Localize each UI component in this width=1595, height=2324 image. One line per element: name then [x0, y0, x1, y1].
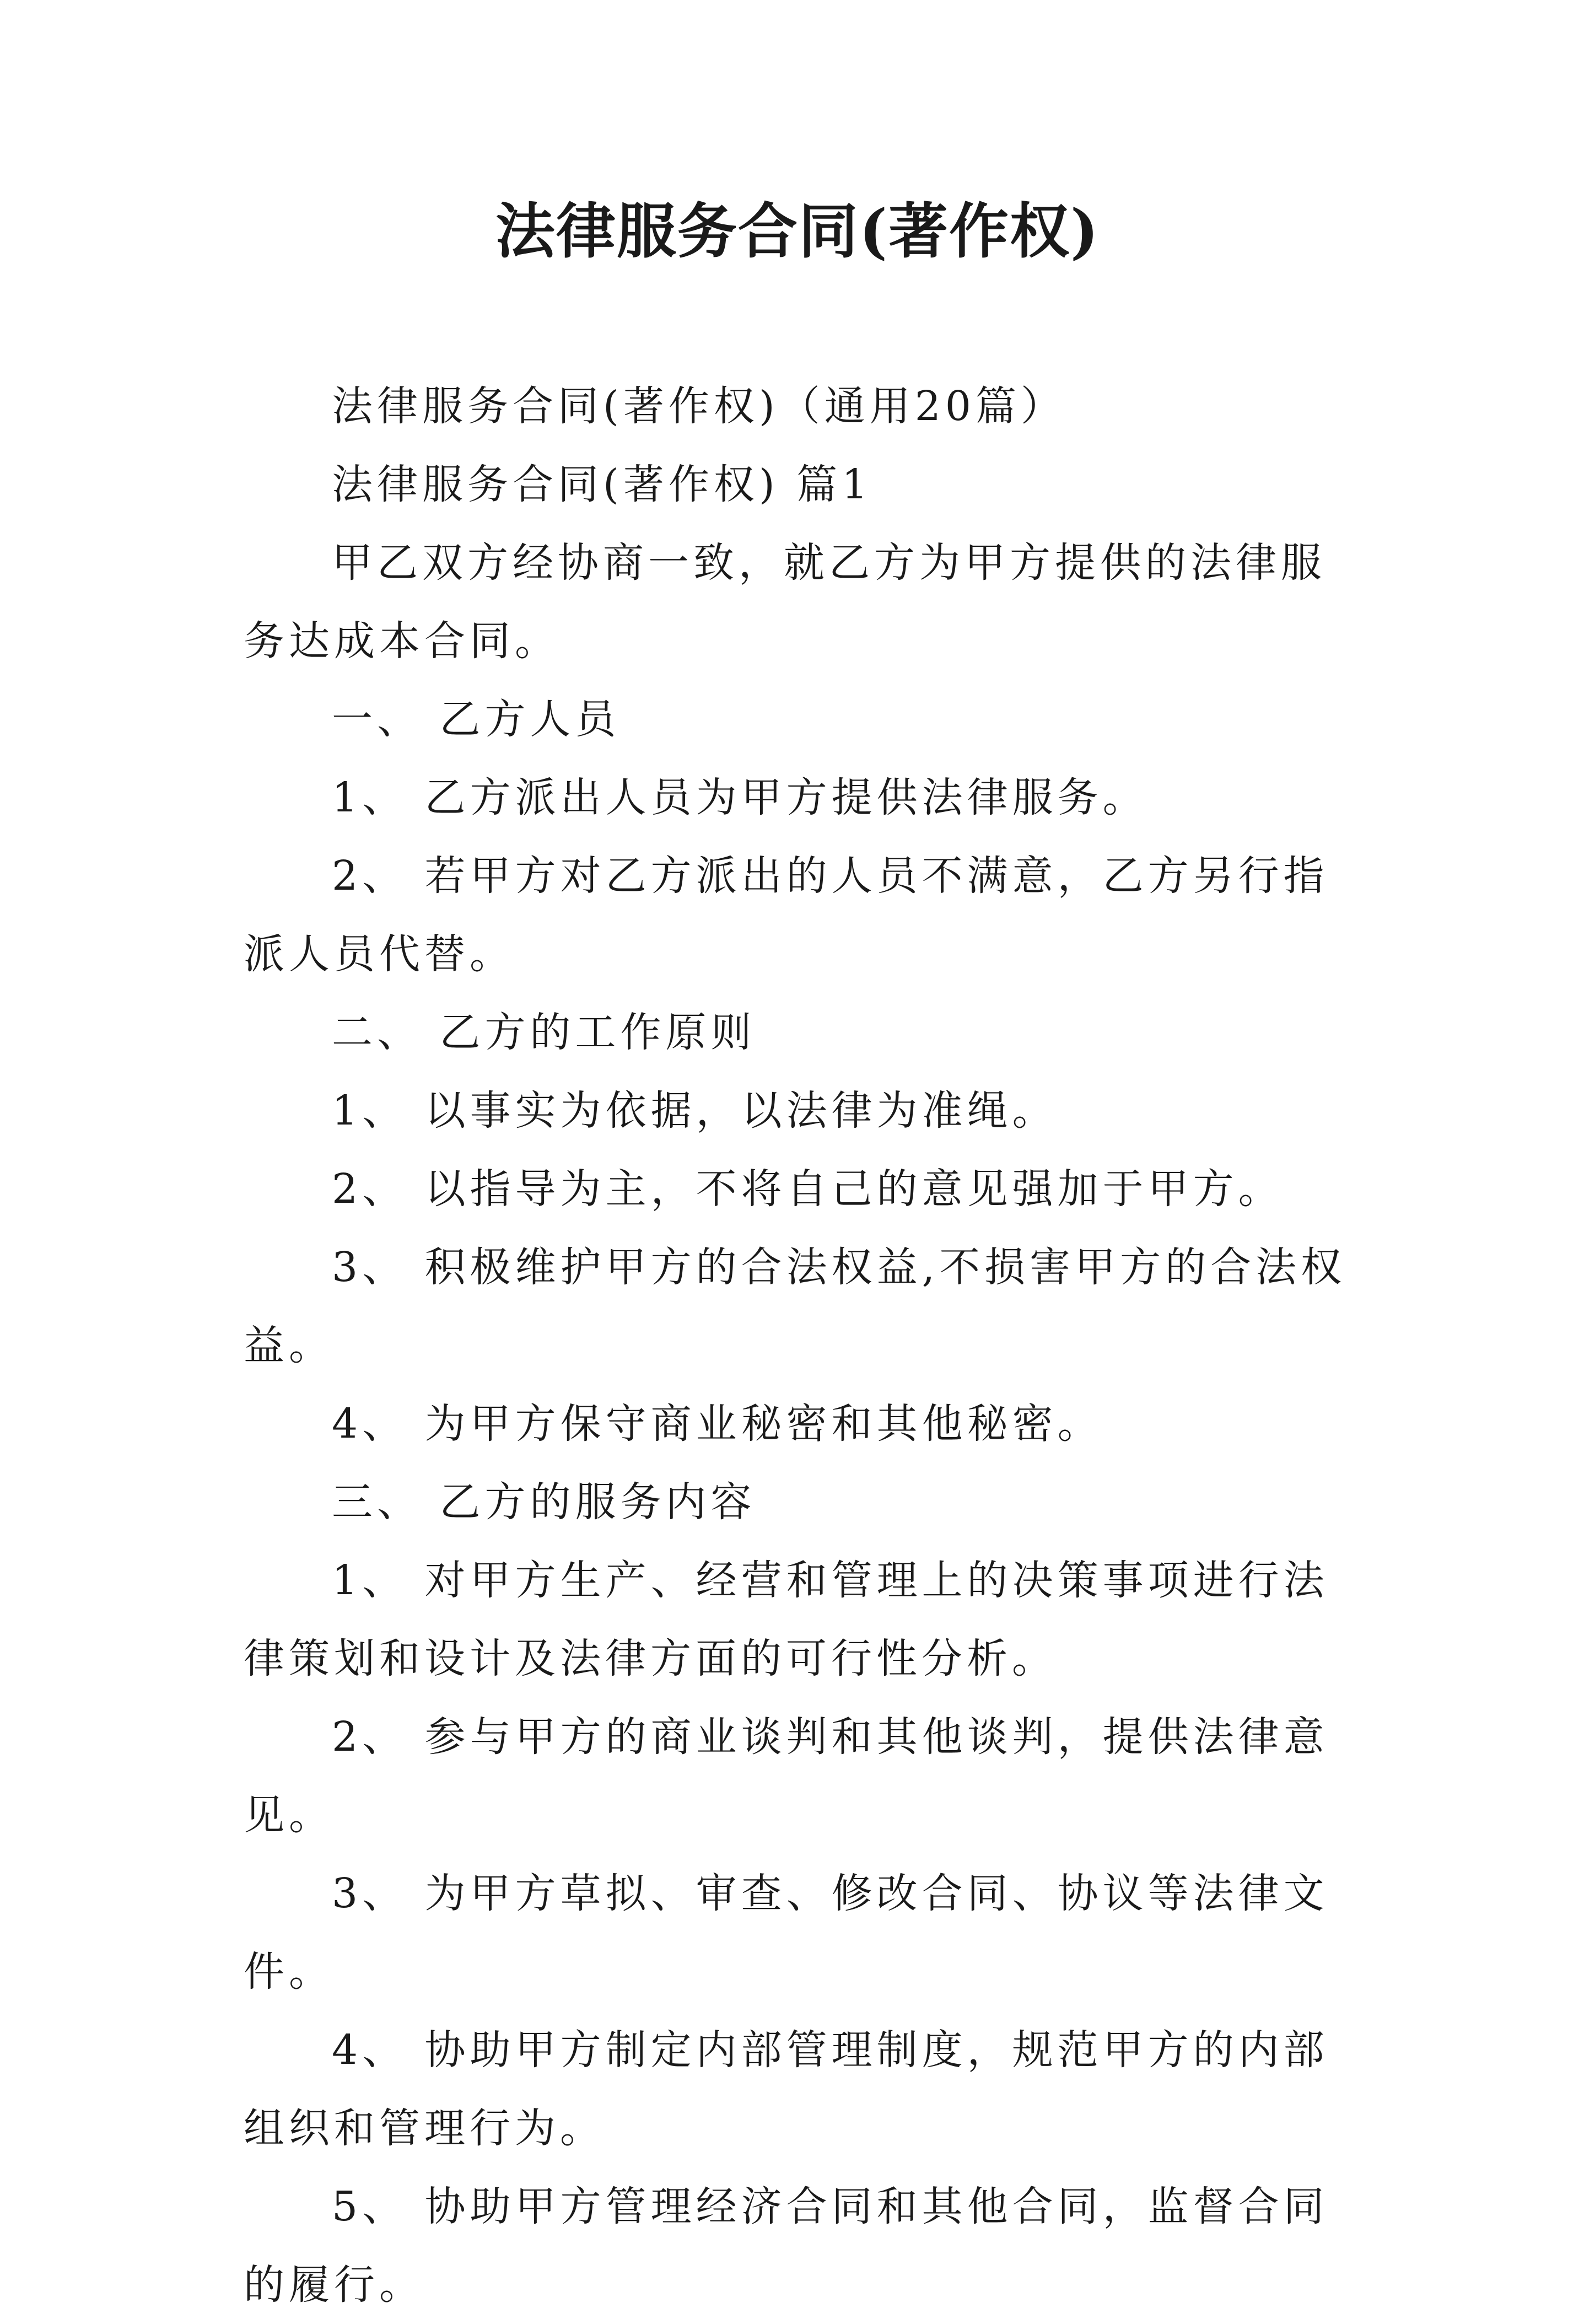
- paragraph-subtitle: 法律服务合同(著作权)（通用20篇）: [332, 383, 1066, 430]
- clause-item: 2、 以指导为主，不将自己的意见强加于甲方。: [332, 1165, 1284, 1213]
- clause-heading-3: 三、 乙方的服务内容: [332, 1478, 756, 1526]
- paragraph-section-heading: 法律服务合同(著作权) 篇1: [332, 461, 872, 508]
- clause-item: 2、 若甲方对乙方派出的人员不满意，乙方另行指派人员代替。: [244, 852, 1329, 978]
- clause-heading-2: 二、 乙方的工作原则: [332, 1009, 756, 1056]
- clause-heading-1: 一、 乙方人员: [332, 696, 621, 743]
- document-body: [244, 367, 1368, 2324]
- paragraph-intro: 甲乙双方经协商一致，就乙方为甲方提供的法律服务达成本合同。: [244, 539, 1326, 665]
- clause-item: 1、 乙方派出人员为甲方提供法律服务。: [332, 774, 1148, 821]
- clause-item: 1、 以事实为依据，以法律为准绳。: [332, 1087, 1058, 1134]
- clause-item: 2、 参与甲方的商业谈判和其他谈判，提供法律意见。: [244, 1713, 1329, 1839]
- document-title: 法律服务合同(著作权): [495, 197, 1100, 266]
- clause-item: 4、 为甲方保守商业秘密和其他秘密。: [332, 1400, 1103, 1448]
- clause-item: 4、 协助甲方制定内部管理制度，规范甲方的内部组织和管理行为。: [244, 2026, 1329, 2152]
- clause-item: 3、 为甲方草拟、审查、修改合同、协议等法律文件。: [244, 1870, 1329, 1995]
- clause-item: 3、 积极维护甲方的合法权益,不损害甲方的合法权益。: [244, 1244, 1346, 1369]
- clause-item: 1、 对甲方生产、经营和管理上的决策事项进行法律策划和设计及法律方面的可行性分析。: [244, 1557, 1329, 1682]
- clause-item: 5、 协助甲方管理经济合同和其他合同，监督合同的履行。: [244, 2183, 1329, 2309]
